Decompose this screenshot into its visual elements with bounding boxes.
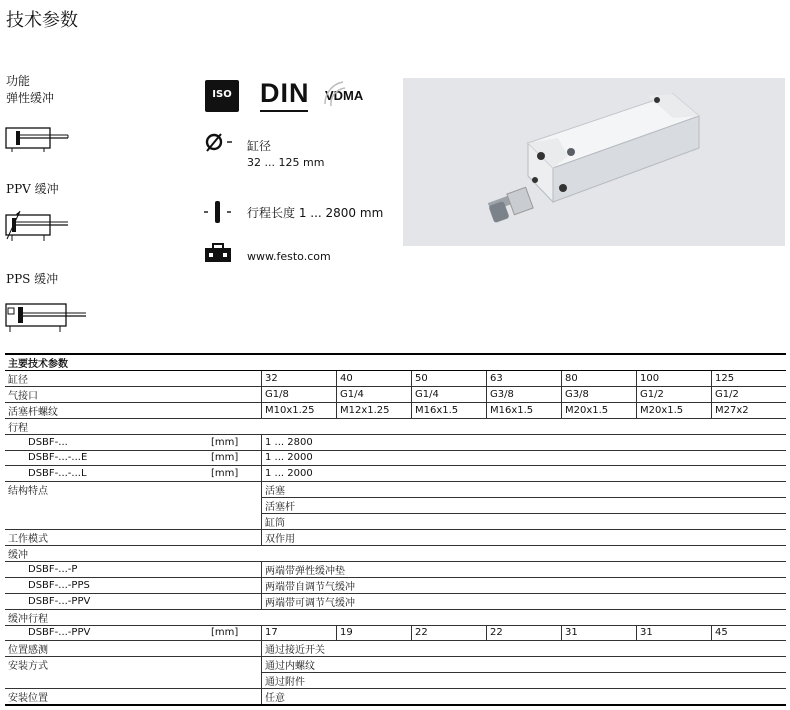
table-row-cushion-header [5, 545, 786, 561]
pps-cushion-label: PPS 缓冲 [6, 272, 59, 286]
table-row-stroke [5, 450, 786, 466]
stroke-row-label: 行程 [5, 419, 786, 435]
bore-row-label: 缸径 [5, 371, 262, 387]
cylinder-product-image [403, 78, 785, 246]
port-value: G1/4 [412, 387, 487, 403]
stroke-variant: DSBF-... [28, 436, 68, 448]
position-value: 任意 [262, 689, 787, 706]
table-header: 主要技术参数 [5, 354, 786, 371]
product-photo [403, 78, 785, 246]
mode-value: 双作用 [262, 529, 787, 545]
stroke-value: 1 ... 2000 [262, 450, 787, 466]
thread-value: M16x1.5 [487, 403, 562, 419]
cushion-length-value: 31 [562, 625, 637, 641]
table-header-row [5, 354, 786, 371]
table-row-mount [5, 657, 786, 673]
ppv-cushion-label: PPV 缓冲 [6, 182, 59, 196]
bore-diameter-icon [205, 133, 235, 153]
cushion-length-row-label: 缓冲行程 [5, 609, 786, 625]
position-row-label: 安装位置 [5, 689, 262, 706]
stroke-variant: DSBF-...-...L [28, 467, 87, 479]
cushion-length-value: 45 [712, 625, 787, 641]
cushion-length-value: 22 [412, 625, 487, 641]
stroke-unit: [mm] [211, 436, 239, 448]
cushion-length-value: 19 [337, 625, 412, 641]
port-value: G3/8 [562, 387, 637, 403]
thread-value: M27x2 [712, 403, 787, 419]
port-value: G1/2 [712, 387, 787, 403]
cushion-variant: DSBF-...-PPS [28, 579, 90, 591]
design-value: 活塞杆 [262, 497, 787, 513]
table-row-bore [5, 371, 786, 387]
elastic-cushion-label: 弹性缓冲 [6, 91, 55, 105]
mount-row-label: 安装方式 [5, 657, 262, 689]
toolbox-icon [203, 242, 233, 264]
bore-value: 32 [262, 371, 337, 387]
cushion-value: 两端带自调节气缓冲 [262, 577, 787, 593]
stroke-unit: [mm] [211, 467, 239, 479]
bore-value: 32 ... 125 mm [247, 156, 325, 169]
cushion-length-value: 22 [487, 625, 562, 641]
elastic-cushion-symbol-icon [4, 122, 70, 154]
ppv-cushion-symbol-icon [4, 205, 70, 245]
cushion-value: 两端带可调节气缓冲 [262, 593, 787, 609]
technical-data-table [5, 353, 786, 706]
port-value: G1/2 [637, 387, 712, 403]
bore-value: 125 [712, 371, 787, 387]
stroke-unit: [mm] [211, 452, 239, 464]
stroke-length-text: 行程长度 1 ... 2800 mm [247, 206, 384, 220]
bore-value: 50 [412, 371, 487, 387]
mode-row-label: 工作模式 [5, 529, 262, 545]
cushion-value: 两端带弹性缓冲垫 [262, 561, 787, 577]
design-row-label: 结构特点 [5, 481, 262, 529]
mount-value: 通过附件 [262, 673, 787, 689]
design-value: 活塞 [262, 481, 787, 497]
cushion-length-unit: [mm] [211, 627, 239, 639]
thread-value: M20x1.5 [562, 403, 637, 419]
table-row-design [5, 481, 786, 497]
iso-logo-icon: ISO [205, 80, 239, 112]
table-row-thread [5, 403, 786, 419]
thread-value: M20x1.5 [637, 403, 712, 419]
cushion-length-value: 17 [262, 625, 337, 641]
table-row-cushion-length [5, 625, 786, 641]
mount-value: 通过内螺纹 [262, 657, 787, 673]
table-row-stroke [5, 466, 786, 482]
port-value: G1/8 [262, 387, 337, 403]
thread-row-label: 活塞杆螺纹 [5, 403, 262, 419]
bore-value: 100 [637, 371, 712, 387]
sensing-row-label: 位置感测 [5, 641, 262, 657]
table-row-stroke-header [5, 419, 786, 435]
table-row-port [5, 387, 786, 403]
pps-cushion-symbol-icon [4, 296, 88, 336]
thread-value: M12x1.25 [337, 403, 412, 419]
bore-label: 缸径 [247, 139, 272, 153]
port-row-label: 气接口 [5, 387, 262, 403]
port-value: G1/4 [337, 387, 412, 403]
thread-value: M16x1.5 [412, 403, 487, 419]
design-value: 缸筒 [262, 513, 787, 529]
vdma-arc-icon [323, 80, 353, 110]
table-row-cushion [5, 561, 786, 577]
thread-value: M10x1.25 [262, 403, 337, 419]
function-label: 功能 [6, 74, 31, 88]
cushion-row-label: 缓冲 [5, 545, 786, 561]
page-title: 技术参数 [6, 10, 78, 31]
stroke-length-icon [203, 200, 233, 224]
bore-value: 63 [487, 371, 562, 387]
sensing-value: 通过接近开关 [262, 641, 787, 657]
table-row-sensing [5, 641, 786, 657]
table-row-position [5, 689, 786, 706]
din-logo-text: DIN [260, 78, 310, 108]
cushion-variant: DSBF-...-PPV [28, 595, 91, 607]
bore-value: 80 [562, 371, 637, 387]
bore-value: 40 [337, 371, 412, 387]
table-row-stroke [5, 435, 786, 451]
cushion-variant: DSBF-...-P [28, 563, 78, 575]
port-value: G3/8 [487, 387, 562, 403]
table-row-cushion [5, 593, 786, 609]
stroke-variant: DSBF-...-...E [28, 452, 88, 464]
website-link[interactable]: www.festo.com [247, 250, 331, 263]
cushion-length-value: 31 [637, 625, 712, 641]
stroke-value: 1 ... 2000 [262, 466, 787, 482]
table-row-cushion-length-header [5, 609, 786, 625]
table-row-mode [5, 529, 786, 545]
stroke-value: 1 ... 2800 [262, 435, 787, 451]
cushion-length-variant: DSBF-...-PPV [28, 627, 91, 639]
vdma-logo-text: VDMA [325, 88, 364, 103]
din-logo-underline [260, 110, 308, 112]
table-row-cushion [5, 577, 786, 593]
